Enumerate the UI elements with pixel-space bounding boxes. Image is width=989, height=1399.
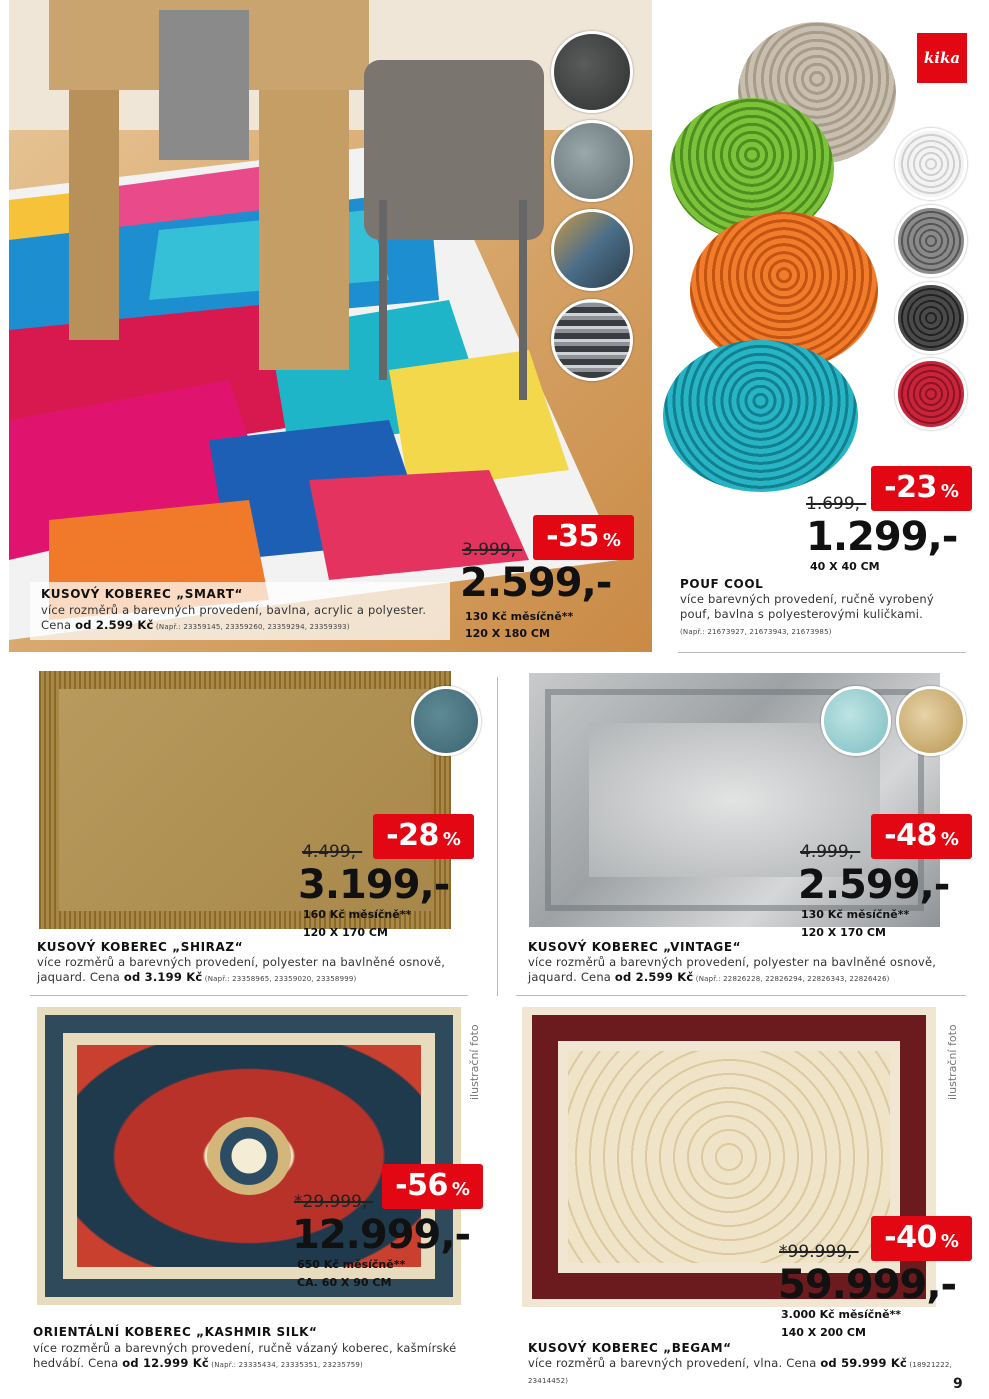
smart-desc-code: (Např.: 23359145, 23359260, 23359294, 23359393) — [153, 623, 350, 631]
divider-middle-right — [516, 995, 966, 996]
vintage-desc-prefix: jaquard. Cena — [528, 970, 615, 984]
kashmir-price: 12.999,- — [292, 1212, 471, 1258]
kashmir-monthly: 650 Kč měsíčně** — [297, 1258, 406, 1271]
begam-desc-bold: od 59.999 Kč — [820, 1356, 907, 1370]
begam-title: KUSOVÝ KOBEREC „BEGAM“ — [528, 1341, 732, 1355]
shiraz-desc-line1: více rozměrů a barevných provedení, polyester na bavlněné osnově, — [37, 955, 446, 969]
kashmir-desc-bold: od 12.999 Kč — [122, 1356, 209, 1370]
pouf-percent: % — [940, 481, 959, 502]
vintage-desc-code: (Např.: 22826228, 22826294, 22826343, 22826426) — [693, 975, 890, 983]
kashmir-desc-prefix: hedvábí. Cena — [33, 1356, 123, 1370]
vintage-percent: % — [940, 829, 959, 850]
pouf-discount-badge — [871, 466, 972, 511]
divider-middle-vertical — [497, 677, 498, 996]
begam-size: 140 X 200 CM — [781, 1326, 866, 1339]
smart-monthly: 130 Kč měsíčně** — [465, 610, 574, 623]
smart-percent: % — [602, 530, 621, 551]
vintage-desc-bold: od 2.599 Kč — [614, 970, 694, 984]
kashmir-percent: % — [451, 1179, 470, 1200]
smart-desc-prefix: Cena — [41, 618, 76, 632]
kika-logo-text: kika — [923, 49, 961, 67]
kashmir-old-price: *29.999,- — [294, 1192, 374, 1212]
pouf-size: 40 X 40 CM — [810, 560, 880, 573]
smart-title: KUSOVÝ KOBEREC „SMART“ — [41, 587, 243, 601]
shiraz-old-price: 4.499,- — [302, 842, 363, 862]
begam-desc-prefix: více rozměrů a barevných provedení, vlna. Cena — [528, 1356, 821, 1370]
shiraz-desc-line2 — [37, 970, 356, 986]
pouf-desc-line1: více barevných provedení, ručně vyrobený — [680, 592, 934, 606]
pouf-desc-line2: pouf, bavlna s polyesterovými kuličkami. — [680, 607, 923, 621]
begam-monthly: 3.000 Kč měsíčně** — [781, 1308, 902, 1321]
smart-swatch-stripes — [551, 299, 633, 381]
vintage-swatch-turquoise — [821, 686, 891, 756]
smart-desc-line2 — [41, 618, 350, 634]
shiraz-price: 3.199,- — [298, 862, 450, 908]
smart-discount: -35 — [546, 519, 599, 554]
kika-logo — [917, 33, 967, 83]
kashmir-note: ilustrační foto — [468, 1024, 481, 1100]
begam-rug-field — [568, 1051, 890, 1263]
kashmir-title: ORIENTÁLNÍ KOBEREC „KASHMIR SILK“ — [33, 1325, 318, 1339]
pouf-title: POUF COOL — [680, 577, 764, 591]
vintage-discount: -48 — [884, 818, 937, 853]
smart-price: 2.599,- — [460, 560, 612, 606]
pouf-old-price: 1.699,- — [806, 494, 867, 514]
kashmir-rug-medallion — [207, 1117, 291, 1195]
pouf-teal — [663, 340, 858, 492]
vintage-size: 120 X 170 CM — [801, 926, 886, 939]
divider-middle — [30, 995, 468, 996]
vintage-desc-line2 — [528, 970, 890, 986]
shiraz-monthly: 160 Kč měsíčně** — [303, 908, 412, 921]
shiraz-swatch-blue — [411, 686, 481, 756]
pouf-swatch-white — [895, 128, 967, 200]
smart-desc-line1: více rozměrů a barevných provedení, bavlna, acrylic a polyester. — [41, 603, 427, 617]
pouf-price: 1.299,- — [806, 514, 958, 560]
divider-top — [678, 652, 966, 653]
smart-swatch-grey-dark — [551, 31, 633, 113]
pouf-swatch-grey — [895, 205, 967, 277]
kashmir-discount: -56 — [395, 1168, 448, 1203]
vintage-desc-line1: více rozměrů a barevných provedení, polyester na bavlněné osnově, — [528, 955, 937, 969]
vintage-old-price: 4.999,- — [800, 842, 861, 862]
smart-swatch-ochre-blue — [551, 209, 633, 291]
begam-old-price: *99.999,- — [779, 1242, 859, 1262]
vintage-discount-badge — [871, 814, 972, 859]
smart-swatch-grey-blue — [551, 120, 633, 202]
begam-discount: -40 — [884, 1220, 937, 1255]
begam-desc-code: (18921222, 23414452) — [528, 1361, 952, 1385]
kashmir-desc-code: (Např.: 23335434, 23335351, 23235759) — [208, 1361, 363, 1369]
begam-price: 59.999,- — [778, 1262, 957, 1308]
smart-discount-badge — [533, 515, 634, 560]
shiraz-size: 120 X 170 CM — [303, 926, 388, 939]
vintage-price: 2.599,- — [798, 862, 950, 908]
smart-size: 120 X 180 CM — [465, 627, 550, 640]
smart-desc-bold: od 2.599 Kč — [75, 618, 154, 632]
shiraz-title: KUSOVÝ KOBEREC „SHIRAZ“ — [37, 940, 244, 954]
page-number: 9 — [953, 1376, 963, 1392]
pouf-swatch-charcoal — [895, 282, 967, 354]
kashmir-desc-line2 — [33, 1356, 363, 1372]
shiraz-discount-badge — [373, 814, 474, 859]
kashmir-size: CA. 60 X 90 CM — [297, 1276, 392, 1289]
vintage-monthly: 130 Kč měsíčně** — [801, 908, 910, 921]
shiraz-desc-prefix: jaquard. Cena — [37, 970, 124, 984]
shiraz-discount: -28 — [386, 818, 439, 853]
smart-old-price: 3.999,- — [462, 540, 523, 560]
kashmir-desc-line1: více rozměrů a barevných provedení, ručně vázaný koberec, kašmírské — [33, 1341, 457, 1355]
begam-percent: % — [940, 1231, 959, 1252]
shiraz-percent: % — [442, 829, 461, 850]
shiraz-desc-bold: od 3.199 Kč — [123, 970, 203, 984]
vintage-swatch-beige — [896, 686, 966, 756]
pouf-desc-code: (Např.: 21673927, 21673943, 21673985) — [680, 628, 832, 636]
vintage-title: KUSOVÝ KOBEREC „VINTAGE“ — [528, 940, 742, 954]
begam-discount-badge — [871, 1216, 972, 1261]
shiraz-desc-code: (Např.: 23358965, 23359020, 23358999) — [202, 975, 357, 983]
begam-desc-line1 — [528, 1356, 989, 1388]
kashmir-discount-badge — [382, 1164, 483, 1209]
begam-note: ilustrační foto — [946, 1024, 959, 1100]
pouf-swatch-red — [895, 358, 967, 430]
pouf-discount: -23 — [884, 470, 937, 505]
